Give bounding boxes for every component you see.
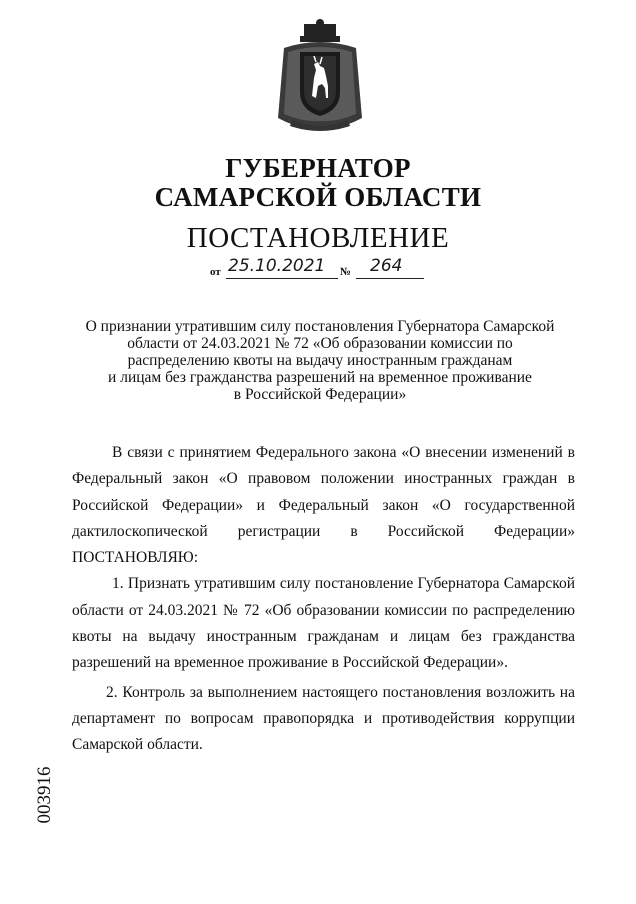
side-serial-number-text: 003916 [34, 766, 55, 824]
body-paragraph: 2. Контроль за выполнением настоящего постановления возложить на департамент по вопросам правопорядка и противодействия коррупции Самарской области. [72, 683, 575, 754]
body-paragraph: В связи с принятием Федерального закона «О внесении изменений в Федеральный закон «О правовом положении иностранных граждан в Российской Федерации» и Федеральный закон «О государственной дактилоскопической регистрации в Российской Федерации» ПОСТАНОВЛЯЮ: [72, 444, 575, 567]
date-underline [226, 278, 338, 279]
number-underline [356, 278, 424, 279]
title-line: области от 24.03.2021 № 72 «Об образовании комиссии по [127, 335, 513, 352]
organization-title-line2: САМАРСКОЙ ОБЛАСТИ [154, 182, 482, 212]
coat-of-arms-emblem [270, 18, 370, 136]
organization-title-line1: ГУБЕРНАТОР [225, 153, 411, 183]
document-title [80, 318, 560, 403]
number-prefix: № [340, 266, 352, 278]
body-paragraph: 1. Признать утратившим силу постановление Губернатора Самарской области от 24.03.2021 № 72 «Об образовании комиссии по распределению квоты на выдачу иностранным гражданам и лицам без гражданства разрешений на временное проживание в Российской Федерации». [72, 575, 575, 672]
document-type: ПОСТАНОВЛЕНИЕ [186, 222, 450, 254]
document-date: 25.10.2021 [228, 256, 326, 276]
title-line: и лицам без гражданства разрешений на временное проживание [108, 369, 532, 386]
title-line: распределению квоты на выдачу иностранным гражданам [127, 352, 513, 369]
date-prefix: от [210, 266, 221, 278]
title-line: в Российской Федерации» [233, 386, 407, 403]
side-serial-number [34, 760, 56, 830]
document-body [72, 440, 575, 759]
title-line: О признании утратившим силу постановления Губернатора Самарской [85, 318, 555, 335]
document-number: 264 [370, 256, 403, 276]
